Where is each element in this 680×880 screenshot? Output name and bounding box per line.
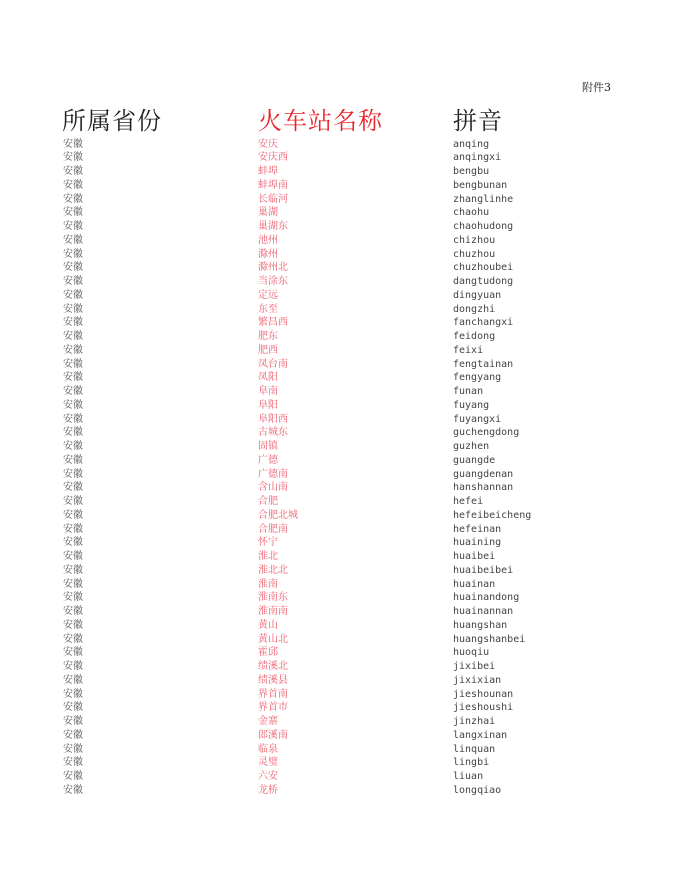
table-row (0, 743, 680, 757)
pinyin-cell: fengyang (453, 372, 502, 384)
pinyin-cell: feixi (453, 344, 484, 356)
pinyin-cell: jixibei (453, 661, 496, 672)
pinyin-cell: langxinan (453, 729, 508, 741)
province-cell: 安徽 (63, 427, 83, 439)
province-cell: 安徽 (63, 771, 83, 782)
station-cell: 安庆西 (258, 152, 288, 164)
province-cell: 安徽 (63, 166, 83, 177)
province-cell: 安徽 (63, 743, 83, 755)
table-row (0, 316, 680, 330)
table-row (0, 179, 680, 193)
province-cell: 安徽 (63, 344, 83, 356)
station-cell: 霍邱 (258, 647, 278, 659)
pinyin-cell: guchengdong (453, 427, 520, 439)
pinyin-cell: feidong (453, 331, 496, 342)
pinyin-cell: huoqiu (453, 647, 490, 659)
province-cell: 安徽 (63, 276, 83, 287)
station-cell: 繁昌西 (258, 317, 288, 329)
province-cell: 安徽 (63, 207, 83, 219)
pinyin-cell: huainan (453, 578, 496, 590)
table-row (0, 261, 680, 275)
pinyin-cell: anqing (453, 138, 490, 150)
table-row (0, 151, 680, 165)
province-cell: 安徽 (63, 262, 83, 274)
table-row (0, 701, 680, 715)
station-cell: 黄山 (258, 619, 278, 631)
station-cell: 东至 (258, 303, 278, 315)
pinyin-cell: chuzhou (453, 248, 496, 260)
province-cell: 安徽 (63, 537, 83, 549)
station-column-header: 火车站名称 (258, 107, 383, 135)
table-row (0, 330, 680, 344)
pinyin-cell: jieshoushi (453, 702, 514, 714)
station-cell: 绩溪县 (258, 674, 288, 686)
pinyin-cell: chaohudong (453, 221, 514, 232)
station-cell: 淮南东 (258, 592, 288, 604)
province-cell: 安徽 (63, 757, 83, 769)
province-cell: 安徽 (63, 317, 83, 329)
station-cell: 黄山北 (258, 633, 288, 645)
pinyin-cell: chuzhoubei (453, 262, 514, 274)
table-row (0, 633, 680, 647)
pinyin-cell: jinzhai (453, 716, 496, 727)
station-cell: 肥西 (258, 344, 278, 356)
table-row (0, 564, 680, 578)
table-row (0, 413, 680, 427)
province-cell: 安徽 (63, 661, 83, 672)
province-cell: 安徽 (63, 523, 83, 535)
table-row (0, 344, 680, 358)
province-cell: 安徽 (63, 358, 83, 370)
station-cell: 怀宁 (258, 537, 278, 549)
station-cell: 阜阳 (258, 399, 278, 411)
province-cell: 安徽 (63, 413, 83, 425)
station-cell: 蚌埠 (258, 166, 278, 177)
province-cell: 安徽 (63, 729, 83, 741)
station-cell: 郎溪南 (258, 729, 288, 741)
pinyin-cell: zhanglinhe (453, 193, 514, 205)
pinyin-cell: linquan (453, 743, 496, 755)
station-cell: 巢湖 (258, 207, 278, 219)
pinyin-cell: fuyangxi (453, 413, 502, 425)
station-cell: 淮北北 (258, 564, 288, 576)
table-row (0, 234, 680, 248)
station-table (0, 138, 680, 798)
station-cell: 阜阳西 (258, 413, 288, 425)
pinyin-cell: longqiao (453, 784, 502, 796)
station-cell: 滁州 (258, 248, 278, 260)
table-row (0, 660, 680, 674)
table-row (0, 138, 680, 152)
station-cell: 当涂东 (258, 276, 288, 287)
table-row (0, 729, 680, 743)
station-cell: 肥东 (258, 331, 278, 342)
pinyin-cell: hefeinan (453, 523, 502, 535)
province-cell: 安徽 (63, 138, 83, 150)
province-cell: 安徽 (63, 578, 83, 590)
pinyin-cell: anqingxi (453, 152, 502, 164)
province-cell: 安徽 (63, 441, 83, 452)
pinyin-cell: chaohu (453, 207, 490, 219)
station-cell: 滁州北 (258, 262, 288, 274)
province-cell: 安徽 (63, 716, 83, 727)
station-cell: 淮南南 (258, 606, 288, 617)
pinyin-cell: huainannan (453, 606, 514, 617)
province-cell: 安徽 (63, 482, 83, 494)
station-cell: 广德 (258, 454, 278, 466)
station-cell: 固镇 (258, 441, 278, 452)
table-row (0, 275, 680, 289)
pinyin-cell: liuan (453, 771, 484, 782)
table-row (0, 509, 680, 523)
table-row (0, 371, 680, 385)
table-row (0, 385, 680, 399)
pinyin-cell: jieshounan (453, 688, 514, 700)
table-row (0, 770, 680, 784)
province-cell: 安徽 (63, 303, 83, 315)
station-cell: 阜南 (258, 386, 278, 397)
table-row (0, 303, 680, 317)
station-cell: 池州 (258, 234, 278, 246)
province-cell: 安徽 (63, 248, 83, 260)
station-cell: 界首市 (258, 702, 288, 714)
station-cell: 淮北 (258, 551, 278, 562)
pinyin-cell: bengbunan (453, 179, 508, 191)
table-row (0, 715, 680, 729)
pinyin-cell: huaibeibei (453, 564, 514, 576)
table-row (0, 495, 680, 509)
table-row (0, 646, 680, 660)
station-cell: 凤台南 (258, 358, 288, 370)
table-row (0, 591, 680, 605)
table-row (0, 605, 680, 619)
pinyin-cell: dangtudong (453, 276, 514, 287)
pinyin-cell: huangshanbei (453, 633, 526, 645)
province-cell: 安徽 (63, 674, 83, 686)
province-cell: 安徽 (63, 592, 83, 604)
table-row (0, 481, 680, 495)
station-cell: 临泉 (258, 743, 278, 755)
province-cell: 安徽 (63, 564, 83, 576)
station-cell: 蚌埠南 (258, 179, 288, 191)
table-row (0, 454, 680, 468)
province-cell: 安徽 (63, 702, 83, 714)
pinyin-cell: hefei (453, 496, 484, 507)
province-cell: 安徽 (63, 399, 83, 411)
province-cell: 安徽 (63, 152, 83, 164)
station-cell: 长临河 (258, 193, 288, 205)
station-cell: 合肥 (258, 496, 278, 507)
table-row (0, 220, 680, 234)
province-cell: 安徽 (63, 454, 83, 466)
pinyin-cell: guangdenan (453, 468, 514, 480)
pinyin-cell: funan (453, 386, 484, 397)
province-column-header: 所属省份 (62, 107, 162, 135)
province-cell: 安徽 (63, 496, 83, 507)
station-cell: 含山南 (258, 482, 288, 494)
pinyin-cell: bengbu (453, 166, 490, 177)
pinyin-cell: guzhen (453, 441, 490, 452)
table-row (0, 193, 680, 207)
pinyin-cell: fengtainan (453, 358, 514, 370)
province-cell: 安徽 (63, 633, 83, 645)
pinyin-cell: hefeibeicheng (453, 509, 532, 521)
pinyin-cell: lingbi (453, 757, 490, 769)
station-cell: 古城东 (258, 427, 288, 439)
table-row (0, 248, 680, 262)
table-row (0, 536, 680, 550)
province-cell: 安徽 (63, 606, 83, 617)
station-cell: 绩溪北 (258, 661, 288, 672)
table-row (0, 289, 680, 303)
table-row (0, 784, 680, 798)
table-row (0, 426, 680, 440)
station-cell: 定远 (258, 289, 278, 301)
pinyin-cell: huainandong (453, 592, 520, 604)
station-cell: 合肥南 (258, 523, 288, 535)
pinyin-cell: jixixian (453, 674, 502, 686)
province-cell: 安徽 (63, 509, 83, 521)
table-row (0, 165, 680, 179)
pinyin-cell: fuyang (453, 399, 490, 411)
pinyin-column-header: 拼音 (453, 107, 503, 135)
table-row (0, 358, 680, 372)
pinyin-cell: dongzhi (453, 303, 496, 315)
pinyin-cell: huaibei (453, 551, 496, 562)
station-cell: 金寨 (258, 716, 278, 727)
province-cell: 安徽 (63, 386, 83, 397)
table-row (0, 688, 680, 702)
province-cell: 安徽 (63, 551, 83, 562)
station-cell: 凤阳 (258, 372, 278, 384)
table-row (0, 399, 680, 413)
province-cell: 安徽 (63, 619, 83, 631)
province-cell: 安徽 (63, 179, 83, 191)
table-row (0, 674, 680, 688)
station-cell: 龙桥 (258, 784, 278, 796)
pinyin-cell: huangshan (453, 619, 508, 631)
station-cell: 界首南 (258, 688, 288, 700)
table-row (0, 440, 680, 454)
province-cell: 安徽 (63, 647, 83, 659)
station-cell: 安庆 (258, 138, 278, 150)
table-row (0, 619, 680, 633)
pinyin-cell: huaining (453, 537, 502, 549)
table-row (0, 578, 680, 592)
table-row (0, 523, 680, 537)
pinyin-cell: dingyuan (453, 289, 502, 301)
attachment-label: 附件3 (582, 81, 611, 94)
table-row (0, 468, 680, 482)
province-cell: 安徽 (63, 688, 83, 700)
province-cell: 安徽 (63, 234, 83, 246)
pinyin-cell: guangde (453, 454, 496, 466)
province-cell: 安徽 (63, 289, 83, 301)
station-cell: 六安 (258, 771, 278, 782)
province-cell: 安徽 (63, 331, 83, 342)
table-row (0, 206, 680, 220)
station-cell: 合肥北城 (258, 509, 298, 521)
province-cell: 安徽 (63, 193, 83, 205)
station-cell: 淮南 (258, 578, 278, 590)
province-cell: 安徽 (63, 784, 83, 796)
province-cell: 安徽 (63, 221, 83, 232)
table-row (0, 550, 680, 564)
pinyin-cell: chizhou (453, 234, 496, 246)
pinyin-cell: fanchangxi (453, 317, 514, 329)
station-cell: 灵璧 (258, 757, 278, 769)
station-cell: 广德南 (258, 468, 288, 480)
station-cell: 巢湖东 (258, 221, 288, 232)
table-row (0, 756, 680, 770)
province-cell: 安徽 (63, 372, 83, 384)
province-cell: 安徽 (63, 468, 83, 480)
pinyin-cell: hanshannan (453, 482, 514, 494)
